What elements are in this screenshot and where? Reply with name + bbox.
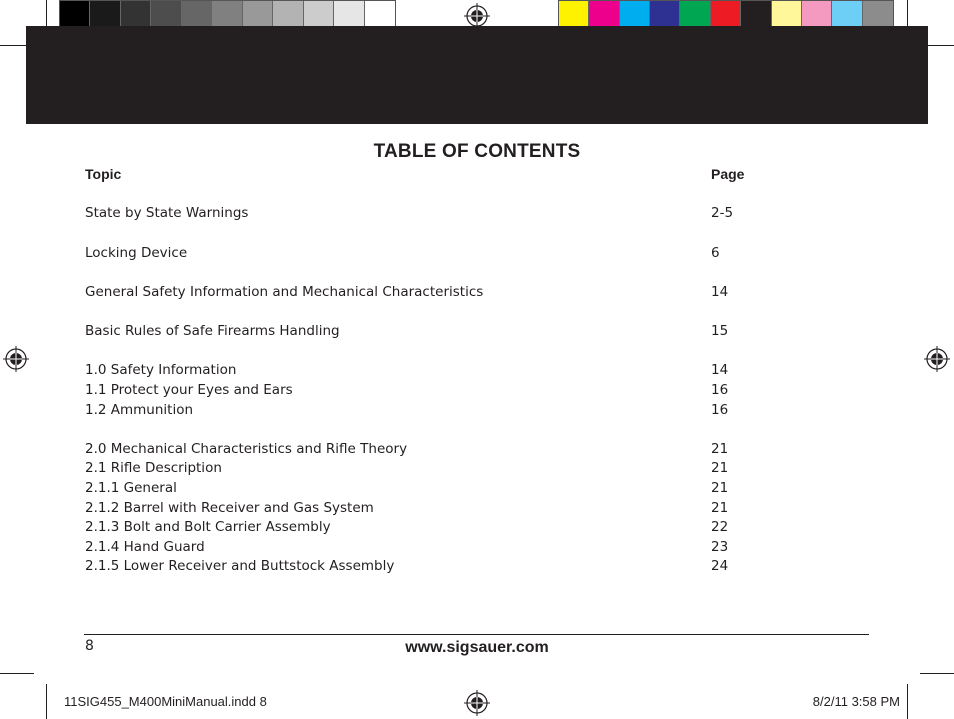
- toc-entry: [85, 556, 785, 576]
- toc-entry-topic: 2.1.3 Bolt and Bolt Carrier Assembly: [85, 519, 331, 535]
- toc-entry-page: 6: [711, 245, 720, 261]
- toc-entry-page: 14: [711, 284, 729, 300]
- toc-entry: [85, 400, 785, 420]
- crop-mark: [0, 673, 34, 674]
- toc-entry: [85, 458, 785, 478]
- toc-entry-topic: 1.2 Ammunition: [85, 402, 194, 418]
- toc-header-row: [85, 164, 785, 184]
- toc-entry-page: 16: [711, 382, 729, 398]
- toc-entry-page: 15: [711, 323, 729, 339]
- crop-mark: [920, 673, 954, 674]
- toc-entry-page: 14: [711, 362, 729, 378]
- toc-entry-page: 22: [711, 519, 729, 535]
- toc-entry: [85, 203, 785, 223]
- toc-entry-page: 21: [711, 441, 729, 457]
- toc-entry: [85, 537, 785, 557]
- toc-entry-topic: 1.0 Safety Information: [85, 362, 237, 378]
- toc-entry-topic: 2.1 Rifle Description: [85, 460, 222, 476]
- toc-entry-page: 24: [711, 558, 729, 574]
- crop-mark: [907, 684, 908, 719]
- registration-target-icon: [464, 690, 490, 716]
- toc-entry: [85, 439, 785, 459]
- registration-target-icon: [924, 346, 950, 372]
- toc-entry: [85, 321, 785, 341]
- slug-timestamp: 8/2/11 3:58 PM: [812, 694, 900, 709]
- toc-entry-topic: Locking Device: [85, 245, 188, 261]
- registration-target-icon: [3, 346, 29, 372]
- toc-entry-topic: 2.1.5 Lower Receiver and Buttstock Assembly: [85, 558, 395, 574]
- page-column-header: Page: [711, 166, 745, 182]
- toc-entry-topic: State by State Warnings: [85, 205, 249, 221]
- toc-entry-page: 21: [711, 500, 729, 516]
- toc-entry-page: 2-5: [711, 205, 734, 221]
- toc-entry-page: 21: [711, 460, 729, 476]
- crop-mark: [46, 684, 47, 719]
- toc-entry-topic: 2.1.1 General: [85, 480, 177, 496]
- toc-entry: [85, 517, 785, 537]
- website-link[interactable]: www.sigsauer.com: [405, 639, 549, 656]
- toc-entry: [85, 282, 785, 302]
- toc-entry: [85, 243, 785, 263]
- toc-entry: [85, 380, 785, 400]
- toc-entry: [85, 498, 785, 518]
- toc-entry-page: 21: [711, 480, 729, 496]
- toc-entry-topic: 2.1.4 Hand Guard: [85, 539, 205, 555]
- page-title: TABLE OF CONTENTS: [373, 141, 581, 162]
- toc-entry-topic: General Safety Information and Mechanical Characteristics: [85, 284, 484, 300]
- topic-column-header: Topic: [85, 166, 122, 182]
- header-band: [26, 26, 928, 124]
- page-number: 8: [85, 638, 94, 654]
- toc-entry: [85, 360, 785, 380]
- toc-entry-topic: Basic Rules of Safe Firearms Handling: [85, 323, 340, 339]
- toc-entry-page: 23: [711, 539, 729, 555]
- footer-rule: [84, 634, 869, 635]
- toc-entry-topic: 1.1 Protect your Eyes and Ears: [85, 382, 293, 398]
- toc-entry: [85, 478, 785, 498]
- toc-entry-topic: 2.1.2 Barrel with Receiver and Gas System: [85, 500, 374, 516]
- toc-entry-topic: 2.0 Mechanical Characteristics and Rifle Theory: [85, 441, 408, 457]
- slug-file-name: 11SIG455_M400MiniManual.indd 8: [64, 694, 267, 709]
- toc-entry-page: 16: [711, 402, 729, 418]
